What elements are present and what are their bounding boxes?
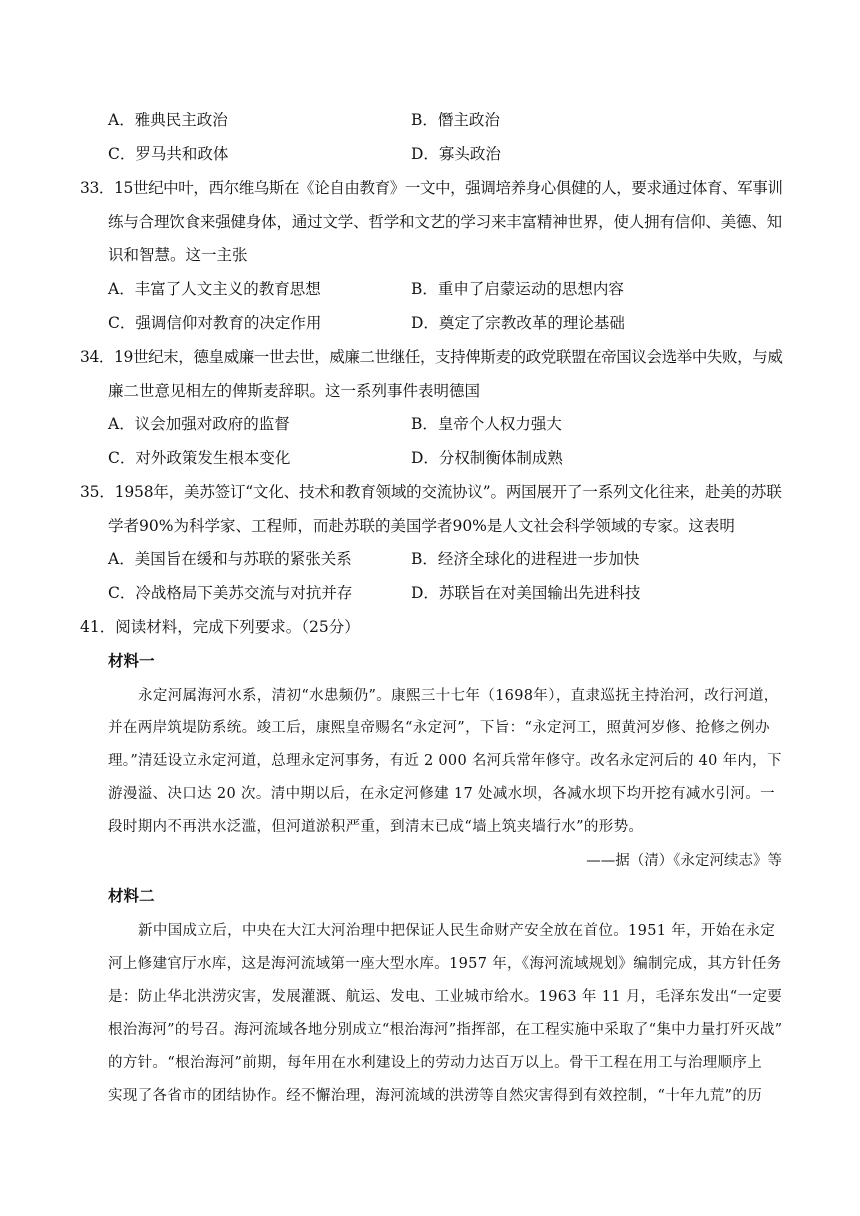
material-2-line-6: 实现了各省市的团结协作。经不懈治理，海河流域的洪涝等自然灾害得到有效控制，“十年九荒”的历	[108, 1088, 763, 1104]
q32-option-a: A．雅典民主政治	[108, 111, 228, 129]
material-1-line-5: 段时期内不再洪水泛滥，但河道淤积严重，到清末已成“墙上筑夹墙行水”的形势。	[108, 819, 644, 835]
q35-stem-line-1: 35．1958年，美苏签订“文化、技术和教育领域的交流协议”。两国展开了一系列文化往来，赴美的苏联	[80, 483, 782, 501]
q33-option-d: D．奠定了宗教改革的理论基础	[411, 314, 625, 332]
q35-option-c: C．冷战格局下美苏交流与对抗并存	[108, 584, 353, 602]
q34-option-b: B．皇帝个人权力强大	[411, 415, 562, 433]
q33-stem-line-2: 练与合理饮食来强健身体，通过文学、哲学和文艺的学习来丰富精神世界，使人拥有信仰、美德、知	[108, 213, 783, 231]
material-2-line-4: 根治海河”的号召。海河流域各地分别成立“根治海河”指挥部，在工程实施中采取了“集中力量打歼灭战”	[108, 1022, 783, 1038]
material-1-source: ——据（清）《永定河续志》等	[586, 853, 782, 869]
material-2-title: 材料二	[108, 887, 155, 905]
q33-option-c: C．强调信仰对教育的决定作用	[108, 314, 322, 332]
q35-option-d: D．苏联旨在对美国输出先进科技	[411, 584, 641, 602]
q41-stem: 41．阅读材料，完成下列要求。（25分）	[80, 618, 360, 636]
material-2-line-5: 的方针。“根治海河”前期，每年用在水利建设上的劳动力达百万以上。骨干工程在用工与治理顺序上	[108, 1055, 763, 1071]
q34-option-c: C．对外政策发生根本变化	[108, 449, 291, 467]
q34-stem-line-2: 廉二世意见相左的俾斯麦辞职。这一系列事件表明德国	[108, 382, 481, 400]
q35-option-b: B．经济全球化的进程进一步加快	[411, 550, 640, 568]
material-2-line-3: 是：防止华北洪涝灾害，发展灌溉、航运、发电、工业城市给水。1963 年 11 月，毛泽东发出“一定要	[108, 989, 783, 1005]
q32-option-d: D．寡头政治	[411, 145, 501, 163]
q35-option-a: A．美国旨在缓和与苏联的紧张关系	[108, 550, 352, 568]
q33-option-a: A．丰富了人文主义的教育思想	[108, 280, 321, 298]
q35-stem-line-2: 学者90%为科学家、工程师，而赴苏联的美国学者90%是人文社会科学领域的专家。这表明	[108, 517, 735, 535]
material-1-line-1: 永定河属海河水系，清初“水患频仍”。康熙三十七年（1698年），直隶巡抚主持治河，改行河道，	[138, 688, 779, 704]
material-2-line-2: 河上修建官厅水库，这是海河流域第一座大型水库。1957 年，《海河流域规划》编制完成，其方针任务	[108, 956, 782, 972]
material-2-line-1: 新中国成立后，中央在大江大河治理中把保证人民生命财产安全放在首位。1951 年，开始在永定	[138, 923, 776, 939]
q33-stem-line-3: 识和智慧。这一主张	[108, 246, 248, 264]
q33-stem-line-1: 33．15世纪中叶，西尔维乌斯在《论自由教育》一文中，强调培养身心俱健的人，要求通过体育、军事训	[80, 179, 783, 197]
q34-stem-line-1: 34．19世纪末，德皇威廉一世去世，威廉二世继任，支持俾斯麦的政党联盟在帝国议会选举中失败，与威	[80, 348, 783, 366]
material-1-line-3: 理。”清廷设立永定河道，总理永定河事务，有近 2 000 名河兵常年修守。改名永定河后的 40 年内，下	[108, 753, 782, 769]
material-1-line-4: 游漫溢、决口达 20 次。清中期以后，在永定河修建 17 处减水坝，各减水坝下均开挖有减水引河。一	[108, 786, 775, 802]
q34-option-d: D．分权制衡体制成熟	[411, 449, 563, 467]
q33-option-b: B．重申了启蒙运动的思想内容	[411, 280, 624, 298]
q34-option-a: A．议会加强对政府的监督	[108, 415, 290, 433]
material-1-line-2: 并在两岸筑堤防系统。竣工后，康熙皇帝赐名“永定河”，下旨：“永定河工，照黄河岁修、抢修之例办	[108, 720, 770, 736]
q32-option-b: B．僭主政治	[411, 111, 500, 129]
material-1-title: 材料一	[108, 652, 155, 670]
q32-option-c: C．罗马共和政体	[108, 145, 229, 163]
